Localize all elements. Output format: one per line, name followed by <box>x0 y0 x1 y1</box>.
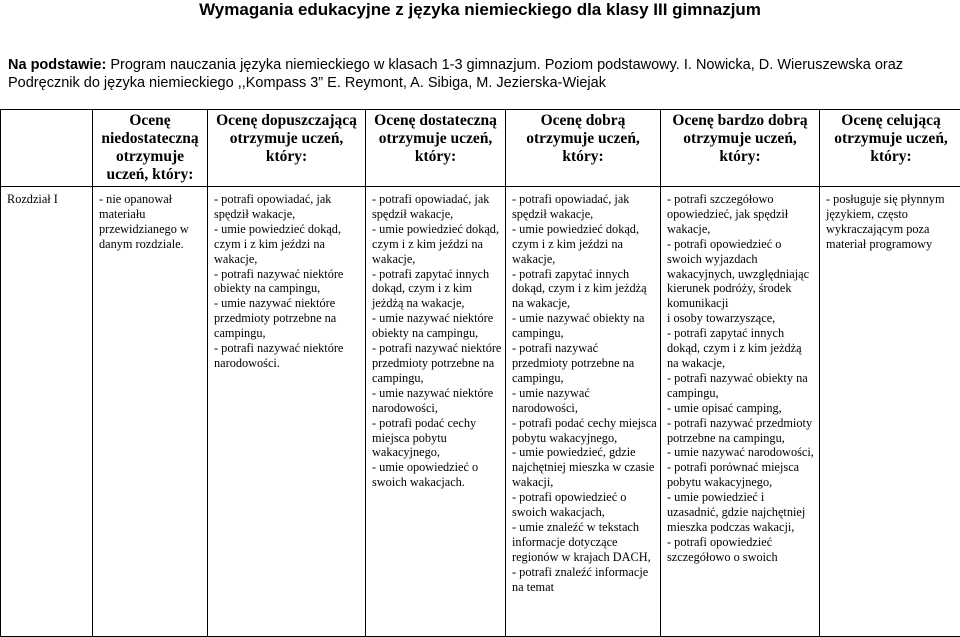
column-header-dobra: Ocenę dobrą otrzymuje uczeń, który: <box>506 110 661 187</box>
column-header-celujaca: Ocenę celującą otrzymuje uczeń, który: <box>820 110 960 187</box>
requirements-table <box>0 109 960 637</box>
basis-text-1: Program nauczania języka niemieckiego w klasach 1-3 gimnazjum. Poziom podstawowy. I. Nowicka, D. Wieruszewska oraz <box>106 57 903 73</box>
column-header-bardzo-dobra: Ocenę bardzo dobrą otrzymuje uczeń, który: <box>661 110 820 187</box>
cell-dopuszczajaca: - potrafi opowiadać, jak spędził wakacje, - umie powiedzieć dokąd, czym i z kim jeździ na wakacje, - potrafi nazywać niektóre obiekty na campingu, - umie nazywać niektóre przedmioty potrzebne na campingu, - potrafi nazywać niektóre narodowości. <box>208 187 366 637</box>
column-header-dopuszczajaca: Ocenę dopuszczającą otrzymuje uczeń, który: <box>208 110 366 187</box>
cell-celujaca: - posługuje się płynnym językiem, często wykraczającym poza materiał programowy <box>820 187 960 637</box>
basis-line-2: Podręcznik do języka niemieckiego ,,Kompass 3” E. Reymont, A. Sibiga, M. Jezierska-Wiejak <box>8 74 948 92</box>
column-header-niedostateczna: Ocenę niedostateczną otrzymuje uczeń, który: <box>93 110 208 187</box>
cell-niedostateczna: - nie opanował materiału przewidzianego w danym rozdziale. <box>93 187 208 637</box>
cell-bardzo-dobra: - potrafi szczegółowo opowiedzieć, jak spędził wakacje, - potrafi opowiedzieć o swoich wyjazdach wakacyjnych, uwzględniając kierunek podróży, środek komunikacji i osoby towarzyszące, - potrafi zapytać innych dokąd, czym i z kim jeżdżą na wakacje, - potrafi nazywać obiekty na campingu, - umie opisać camping, - potrafi nazywać przedmioty potrzebne na campingu, - umie nazywać narodowości, - potrafi porównać miejsca pobytu wakacyjnego, - umie powiedzieć i uzasadnić, gdzie najchętniej mieszka podczas wakacji, - potrafi opowiedzieć szczegółowo o swoich <box>661 187 820 637</box>
basis-paragraph <box>8 56 948 92</box>
cell-dostateczna: - potrafi opowiadać, jak spędził wakacje, - umie powiedzieć dokąd, czym i z kim jeździ na wakacje, - potrafi zapytać innych dokąd, czym i z kim jeżdżą na wakacje, - umie nazywać niektóre obiekty na campingu, - potrafi nazywać niektóre przedmioty potrzebne na campingu, - umie nazywać niektóre narodowości, - potrafi podać cechy miejsca pobytu wakacyjnego, - umie opowiedzieć o swoich wakacjach. <box>366 187 506 637</box>
basis-label: Na podstawie: <box>8 57 106 73</box>
cell-dobra: - potrafi opowiadać, jak spędził wakacje, - umie powiedzieć dokąd, czym i z kim jeździ na wakacje, - potrafi zapytać innych dokąd, czym i z kim jeżdżą na wakacje, - umie nazywać obiekty na campingu, - potrafi nazywać przedmioty potrzebne na campingu, - umie nazywać narodowości, - potrafi podać cechy miejsca pobytu wakacyjnego, - umie powiedzieć, gdzie najchętniej mieszka w czasie wakacji, - potrafi opowiedzieć o swoich wakacjach, - umie znaleźć w tekstach informacje dotyczące regionów w krajach DACH, - potrafi znaleźć informacje na temat <box>506 187 661 637</box>
table-row <box>1 187 960 637</box>
basis-line-1 <box>8 56 948 74</box>
table-header-row <box>1 110 960 187</box>
column-header-dostateczna: Ocenę dostateczną otrzymuje uczeń, który: <box>366 110 506 187</box>
row-label: Rozdział I <box>1 187 93 637</box>
column-header-row-label <box>1 110 93 187</box>
document-title: Wymagania edukacyjne z języka niemieckiego dla klasy III gimnazjum <box>0 0 960 20</box>
